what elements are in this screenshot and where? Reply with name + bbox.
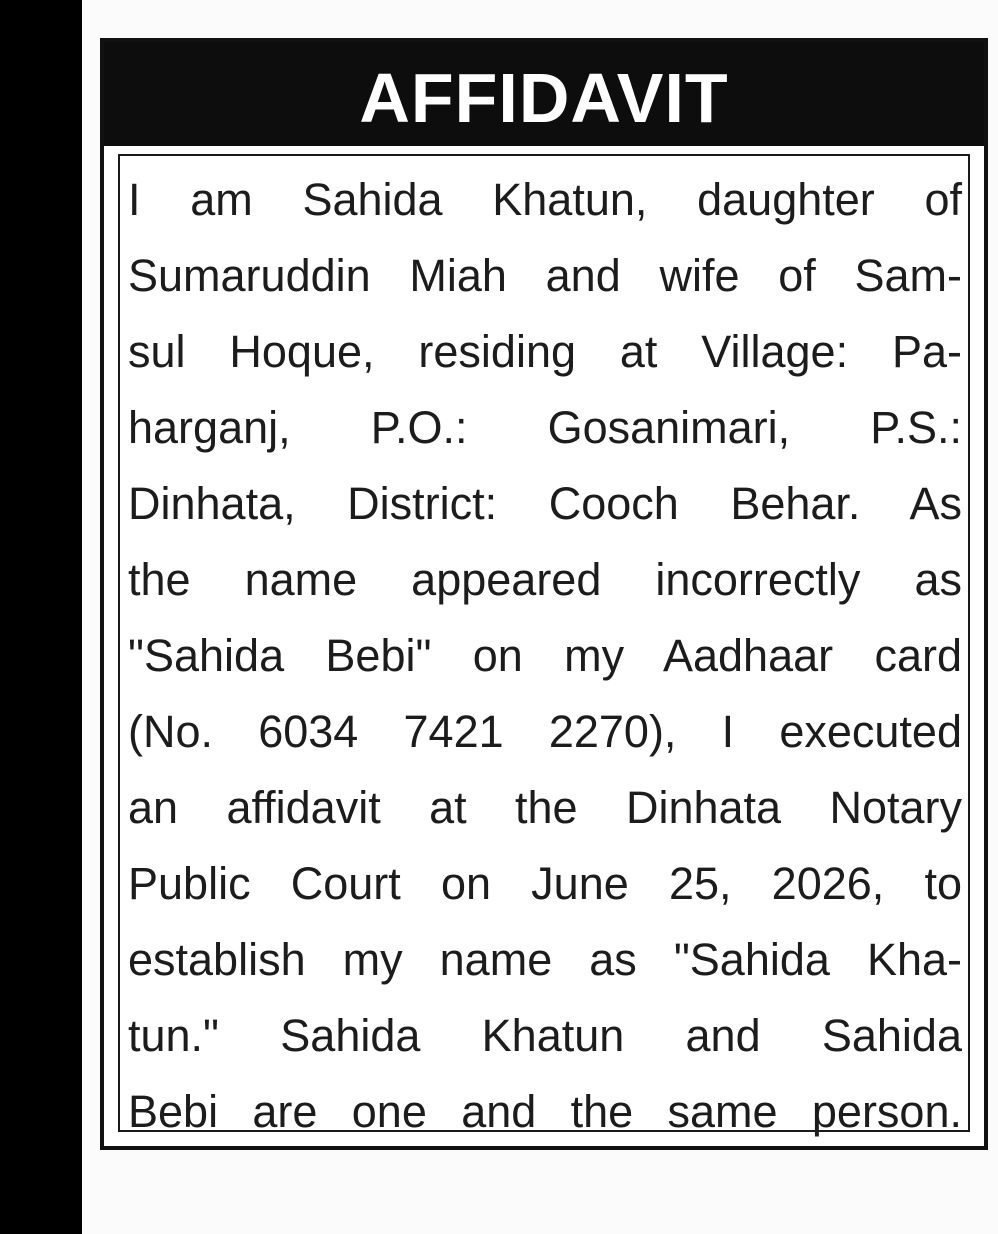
notice-body [118,154,970,1137]
notice-line: the name appeared incorrectly as [128,554,962,605]
affidavit-notice [100,38,988,1150]
notice-line: an affidavit at the Dinhata Notary [128,782,962,833]
notice-line: (No. 6034 7421 2270), I executed [128,706,962,757]
newspaper-page [82,0,998,1234]
notice-line: Bebi are one and the same person. [128,1086,962,1137]
notice-line: I am Sahida Khatun, daughter of [128,174,962,225]
notice-line: sul Hoque, residing at Village: Pa- [128,326,962,377]
notice-line: harganj, P.O.: Gosanimari, P.S.: [128,402,962,453]
notice-line: Dinhata, District: Cooch Behar. As [128,478,962,529]
notice-line: establish my name as "Sahida Kha- [128,934,962,985]
notice-header [104,42,984,146]
notice-title: AFFIDAVIT [359,59,729,137]
notice-line: "Sahida Bebi" on my Aadhaar card [128,630,962,681]
notice-line: tun." Sahida Khatun and Sahida [128,1010,962,1061]
notice-line: Public Court on June 25, 2026, to [128,858,962,909]
notice-line: Sumaruddin Miah and wife of Sam- [128,250,962,301]
